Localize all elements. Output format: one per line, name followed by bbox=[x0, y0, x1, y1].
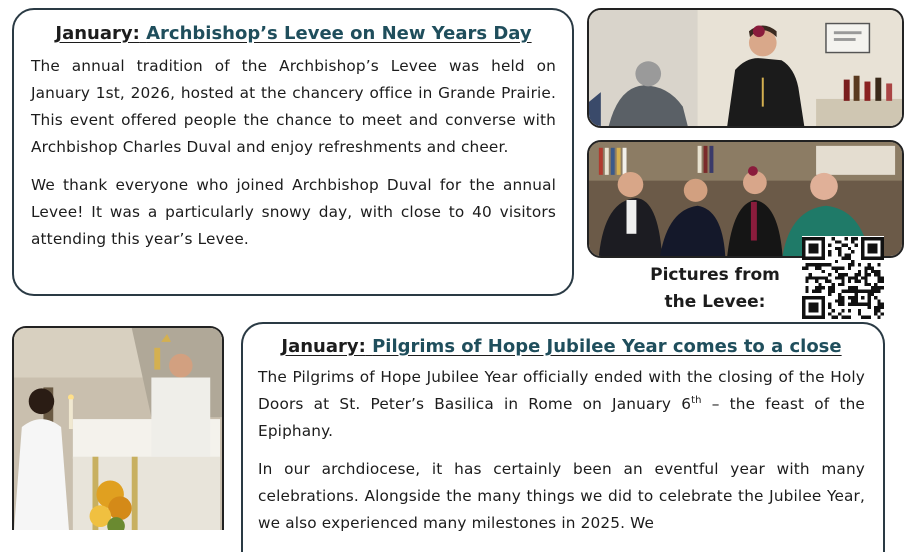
article-jubilee-paragraph-1-start: The Pilgrims of Hope Jubilee Year officially ended with the closing of the Holy Doors at St. Peter’s Basilica in Rome on January 6 bbox=[258, 368, 865, 413]
qr-code[interactable] bbox=[802, 236, 884, 320]
article-jubilee bbox=[241, 322, 885, 552]
article-jubilee-heading bbox=[258, 335, 865, 359]
photo-jubilee-mass bbox=[12, 326, 224, 530]
article-jubilee-paragraph-1-end: – the feast of the Epiphany. bbox=[258, 395, 865, 440]
article-levee-heading bbox=[31, 22, 556, 46]
article-jubilee-paragraph-2: In our archdiocese, it has certainly been an eventful year with many celebrations. Alongside the many things we did to celebrate the Jubilee Year, we also experienced many milestones in 2025. We bbox=[258, 460, 865, 532]
article-levee-month: January: bbox=[55, 23, 140, 44]
article-levee bbox=[12, 8, 574, 296]
article-levee-paragraph-2: We thank everyone who joined Archbishop Duval for the annual Levee! It was a particularly snowy day, with close to 40 visitors attending this year’s Levee. bbox=[31, 176, 556, 248]
article-jubilee-title: Pilgrims of Hope Jubilee Year comes to a close bbox=[372, 336, 842, 357]
article-jubilee-paragraph-1-sup: th bbox=[691, 394, 702, 406]
photo-caption bbox=[640, 262, 790, 316]
photo-caption-line-2: the Levee: bbox=[664, 292, 766, 312]
photo-levee-greeting bbox=[587, 8, 904, 128]
article-levee-title: Archbishop’s Levee on New Years Day bbox=[146, 23, 532, 44]
article-jubilee-month: January: bbox=[281, 336, 366, 357]
article-levee-paragraph-1: The annual tradition of the Archbishop’s Levee was held on January 1st, 2026, hosted at the chancery office in Grande Prairie. This event offered people the chance to meet and converse with Archbishop Charles Duval and enjoy refreshments and cheer. bbox=[31, 57, 556, 156]
qr-code-graphic bbox=[802, 236, 884, 320]
photo-caption-line-1: Pictures from bbox=[650, 265, 780, 285]
article-jubilee-paragraph-1 bbox=[258, 364, 865, 445]
